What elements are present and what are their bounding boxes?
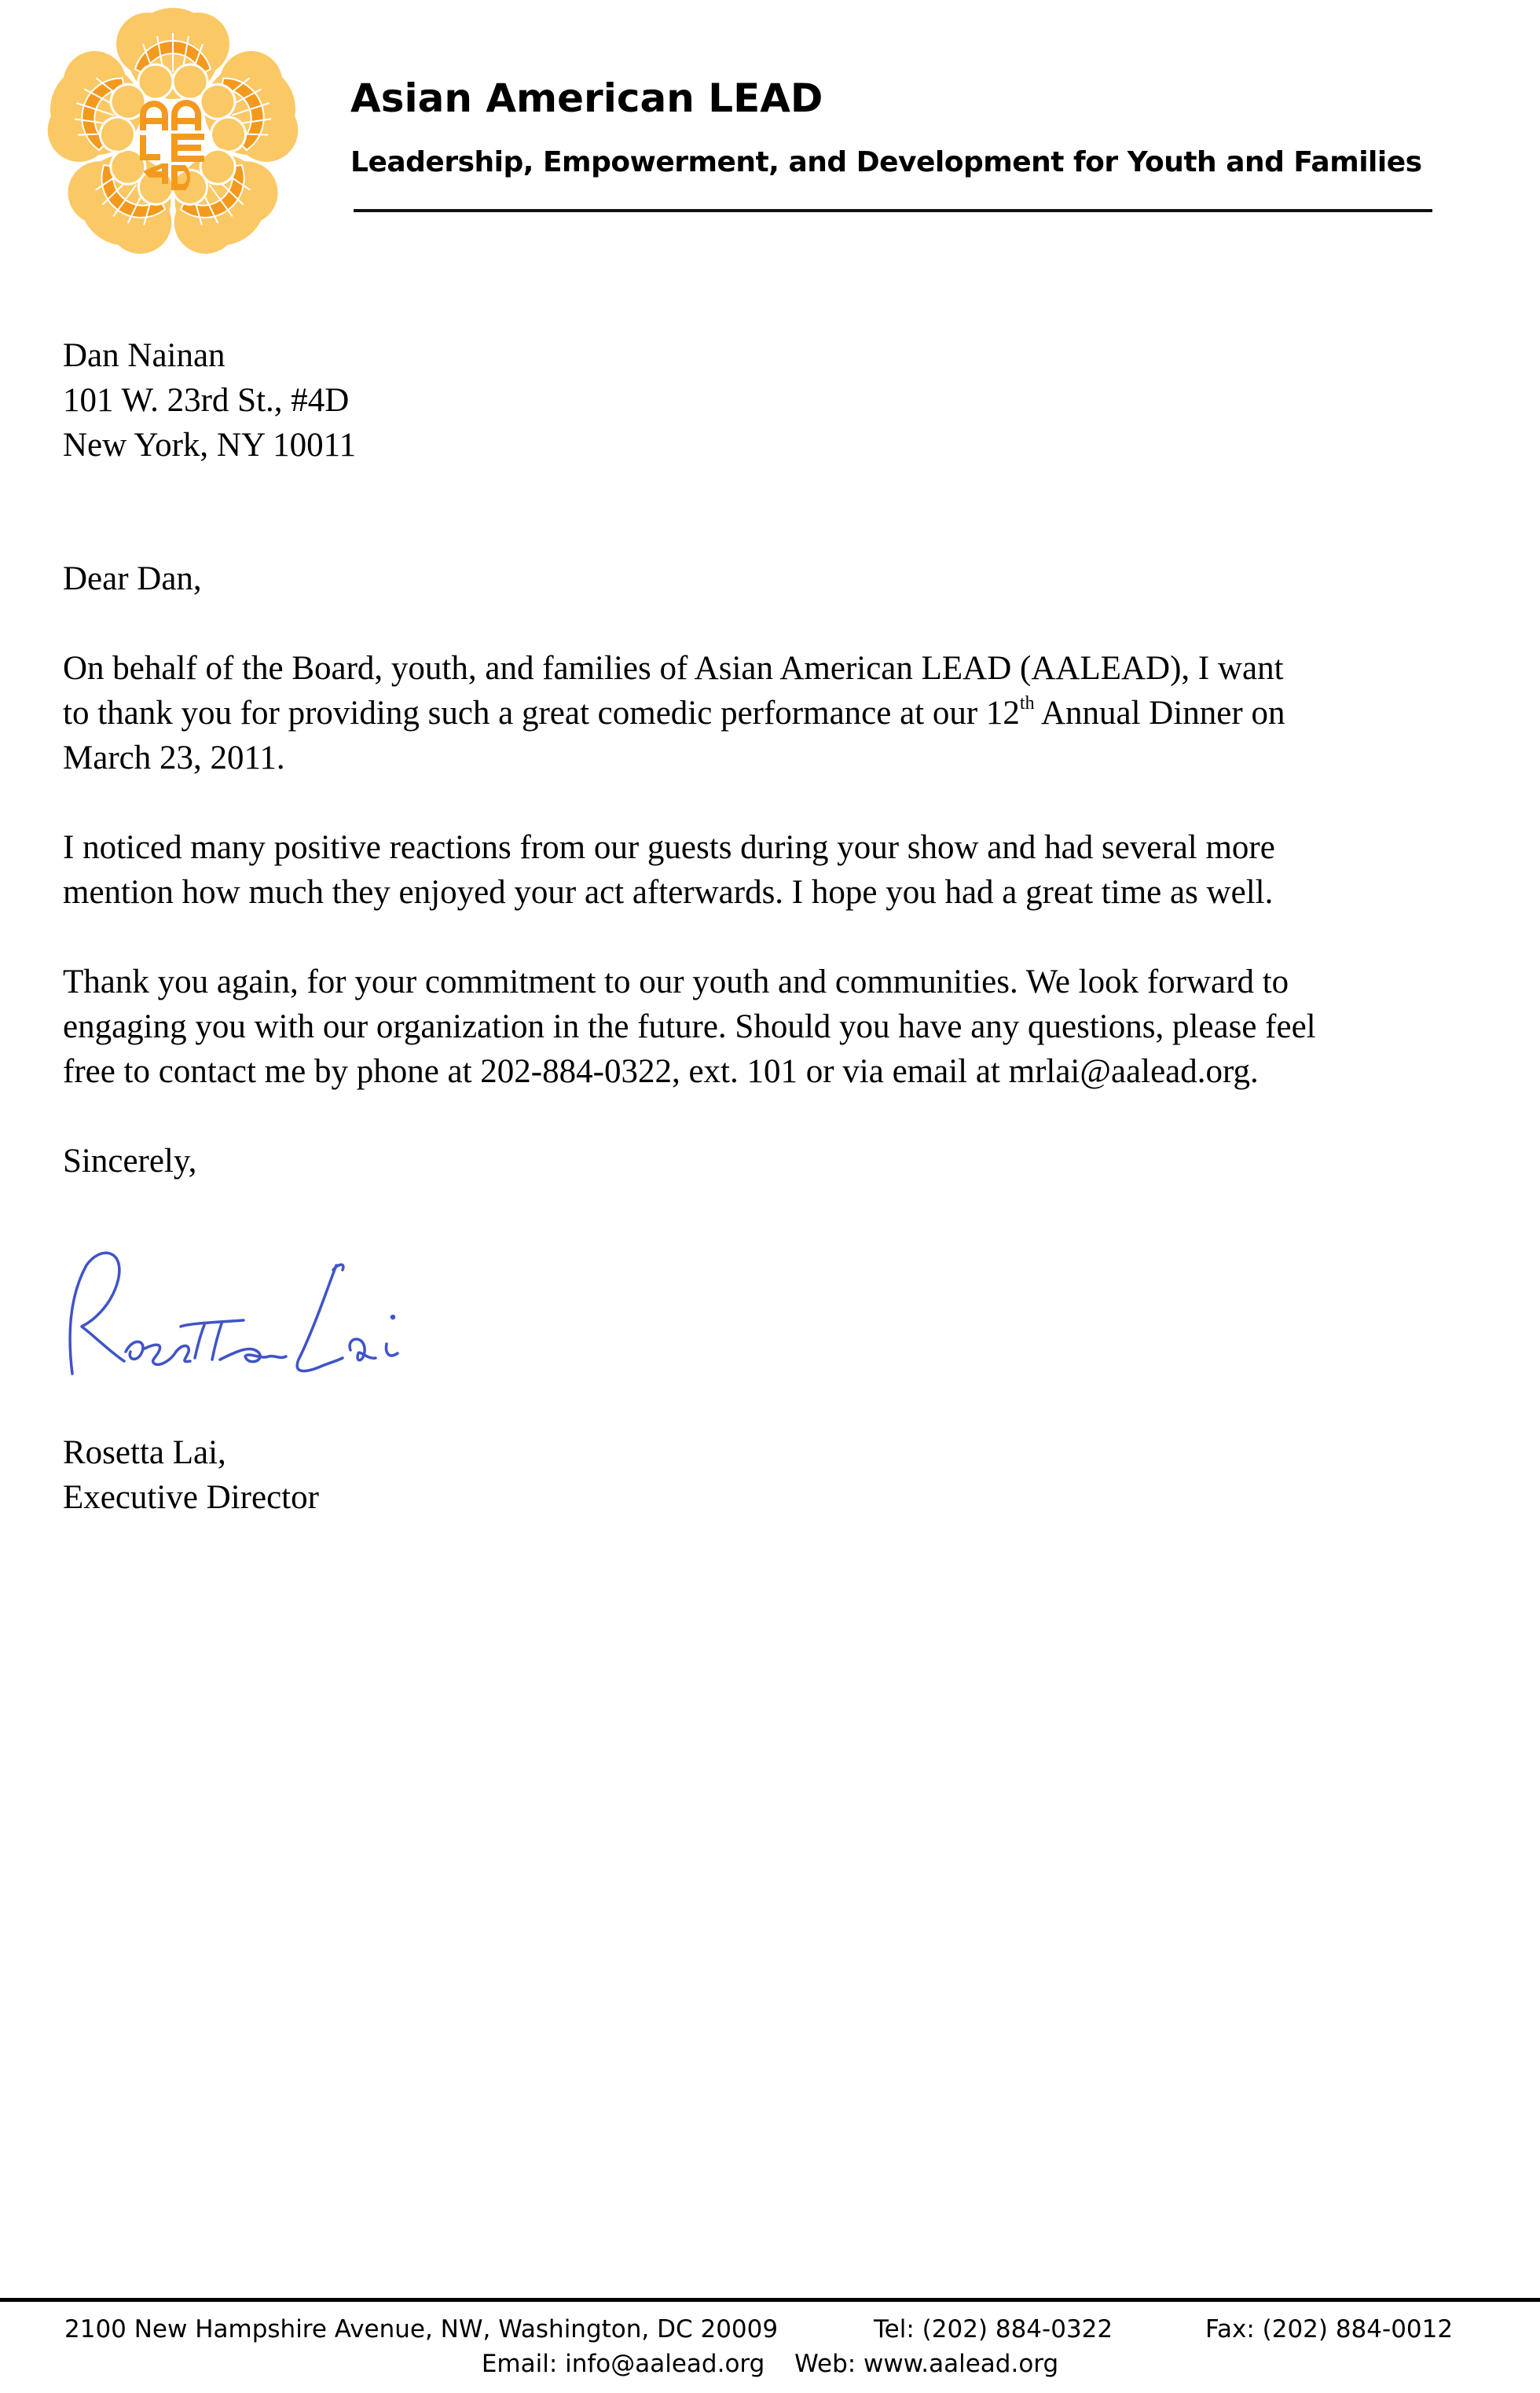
footer-email[interactable]: Email: info@aalead.org [481,2350,765,2378]
aalead-flower-logo-icon [47,5,299,256]
salutation: Dear Dan, [63,560,202,597]
signer-block [63,1430,319,1520]
org-tagline: Leadership, Empowerment, and Development for Youth and Families [350,146,1422,178]
paragraph-line: March 23, 2011. [63,740,285,776]
recipient-city: New York, NY 10011 [63,427,357,464]
paragraph-line: free to contact me by phone at 202-884-0322, ext. 101 or via email at mrlai@aalead.org. [63,1053,1259,1090]
recipient-name: Dan Nainan [63,337,226,374]
paragraph-line-text: to thank you for providing such a great comedic performance at our 12 [63,695,1020,732]
footer-address: 2100 New Hampshire Avenue, NW, Washington, DC 20009 [64,2315,779,2343]
ordinal-superscript: th [1019,692,1035,714]
signer-title: Executive Director [63,1479,319,1516]
paragraph-line: engaging you with our organization in the future. Should you have any questions, please feel [63,1008,1316,1045]
footer-web[interactable]: Web: www.aalead.org [794,2350,1059,2378]
header-divider [354,209,1432,212]
paragraph-1 [63,646,1285,780]
paragraph-line: mention how much they enjoyed your act afterwards. I hope you had a great time as well. [63,874,1274,911]
closing: Sincerely, [63,1143,197,1180]
paragraph-2 [63,825,1275,915]
paragraph-line: On behalf of the Board, youth, and families of Asian American LEAD (AALEAD), I want [63,650,1284,687]
recipient-address [63,333,356,468]
paragraph-line [63,691,1285,736]
signer-name: Rosetta Lai, [63,1434,226,1471]
paragraph-line: I noticed many positive reactions from our guests during your show and had several more [63,829,1275,866]
org-name: Asian American LEAD [350,75,823,121]
paragraph-line: Thank you again, for your commitment to our youth and communities. We look forward to [63,963,1289,1000]
footer-web-line [0,2350,1540,2378]
paragraph-line-text: Annual Dinner on [1034,695,1285,732]
footer-tel: Tel: (202) 884-0322 [874,2315,1113,2343]
paragraph-3 [63,960,1316,1094]
recipient-street: 101 W. 23rd St., #4D [63,382,350,419]
footer-fax: Fax: (202) 884-0012 [1205,2315,1454,2343]
footer-divider [0,2298,1540,2302]
handwritten-signature-icon [63,1234,660,1391]
